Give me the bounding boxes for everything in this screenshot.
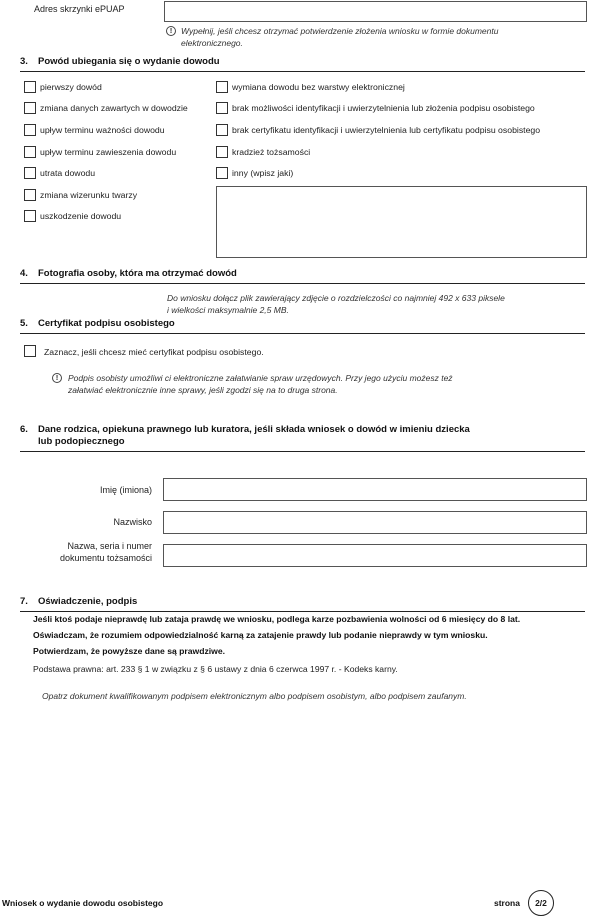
responsibility-statement: Oświadczam, że rozumiem odpowiedzialność karną za zatajenie prawdy lub podanie nieprawdy w tym wniosku. [33,630,488,640]
section-3-divider [20,71,585,72]
reason-label-suspension-expiry: upływ terminu zawieszenia dowodu [40,147,177,157]
reason-checkbox-data-change[interactable] [24,102,36,114]
certificate-checkbox[interactable] [24,345,36,357]
other-reason-textarea[interactable] [216,186,587,258]
reason-checkbox-no-identification[interactable] [216,102,228,114]
last-name-input[interactable] [163,511,587,534]
reason-label-data-change: zmiana danych zawartych w dowodzie [40,103,188,113]
section-7-divider [20,611,585,612]
section-4-heading: 4. Fotografia osoby, która ma otrzymać dowód [20,268,237,279]
reason-label-first-id: pierwszy dowód [40,82,102,92]
epuap-label: Adres skrzynki ePUAP [34,4,125,14]
certificate-note-line-2: załatwiać elektronicznie inne sprawy, jeśli zgodzi się na to druga strona. [68,385,338,395]
certificate-note-line-1: Podpis osobisty umożliwi ci elektroniczne załatwianie spraw urzędowych. Przy jego użyciu możesz też [68,373,453,383]
reason-label-no-certificate: brak certyfikatu identyfikacji i uwierzytelnienia lub certyfikatu podpisu osobistego [232,125,541,135]
last-name-label: Nazwisko [113,517,152,527]
section-6-divider [20,451,585,452]
info-icon: ! [52,373,62,383]
reason-label-face-change: zmiana wizerunku twarzy [40,190,138,200]
reason-checkbox-first-id[interactable] [24,81,36,93]
epuap-input[interactable] [164,1,587,22]
reason-checkbox-suspension-expiry[interactable] [24,146,36,158]
section-6-heading-line-2: lub podopiecznego [38,436,125,447]
certificate-checkbox-label: Zaznacz, jeśli chcesz mieć certyfikat podpisu osobistego. [44,347,264,357]
section-4-divider [20,283,585,284]
id-document-input[interactable] [163,544,587,567]
section-7-heading: 7. Oświadczenie, podpis [20,596,138,607]
photo-note-line-1: Do wniosku dołącz plik zawierający zdjęcie o rozdzielczości co najmniej 492 x 633 piksele [167,293,505,303]
legal-basis: Podstawa prawna: art. 233 § 1 w związku z § 6 ustawy z dnia 6 czerwca 1997 r. - Kodeks karny. [33,664,398,674]
photo-note-line-2: i wielkości maksymalnie 2,5 MB. [167,305,289,315]
section-5-heading: 5. Certyfikat podpisu osobistego [20,318,175,329]
reason-checkbox-identity-theft[interactable] [216,146,228,158]
reason-checkbox-expiry[interactable] [24,124,36,136]
reason-label-expiry: upływ terminu ważności dowodu [40,125,165,135]
page-number-badge: 2/2 [528,890,554,916]
reason-checkbox-no-chip[interactable] [216,81,228,93]
section-6-heading: 6. Dane rodzica, opiekuna prawnego lub kuratora, jeśli składa wniosek o dowód w imieniu dziecka [20,424,470,435]
penalty-statement: Jeśli ktoś podaje nieprawdę lub zataja prawdę we wniosku, podlega karze pozbawienia wolności od 6 miesięcy do 8 lat. [33,614,521,624]
section-3-heading: 3. Powód ubiegania się o wydanie dowodu [20,56,220,67]
reason-checkbox-no-certificate[interactable] [216,124,228,136]
id-document-label: Nazwa, seria i numer dokumentu tożsamości [59,541,152,563]
reason-label-loss: utrata dowodu [40,168,96,178]
epuap-note: Wypełnij, jeśli chcesz otrzymać potwierdzenie złożenia wniosku w formie dokumentu elektronicznego. [181,26,499,48]
reason-label-no-identification: brak możliwości identyfikacji i uwierzytelnienia lub złożenia podpisu osobistego [232,103,535,113]
section-5-divider [20,333,585,334]
first-name-input[interactable] [163,478,587,501]
reason-checkbox-face-change[interactable] [24,189,36,201]
reason-label-identity-theft: kradzież tożsamości [232,147,311,157]
reason-checkbox-damage[interactable] [24,210,36,222]
confirmation-statement: Potwierdzam, że powyższe dane są prawdziwe. [33,646,225,656]
signature-note: Opatrz dokument kwalifikowanym podpisem elektronicznym albo podpisem osobistym, albo podpisem zaufanym. [42,691,467,701]
reason-checkbox-other[interactable] [216,167,228,179]
reason-label-other: inny (wpisz jaki) [232,168,294,178]
info-icon: ! [166,26,176,36]
reason-label-no-chip: wymiana dowodu bez warstwy elektronicznej [232,82,405,92]
footer-page-label: strona [494,898,520,908]
footer-document-title: Wniosek o wydanie dowodu osobistego [2,898,164,908]
first-name-label: Imię (imiona) [99,485,152,495]
reason-checkbox-loss[interactable] [24,167,36,179]
reason-label-damage: uszkodzenie dowodu [40,211,122,221]
